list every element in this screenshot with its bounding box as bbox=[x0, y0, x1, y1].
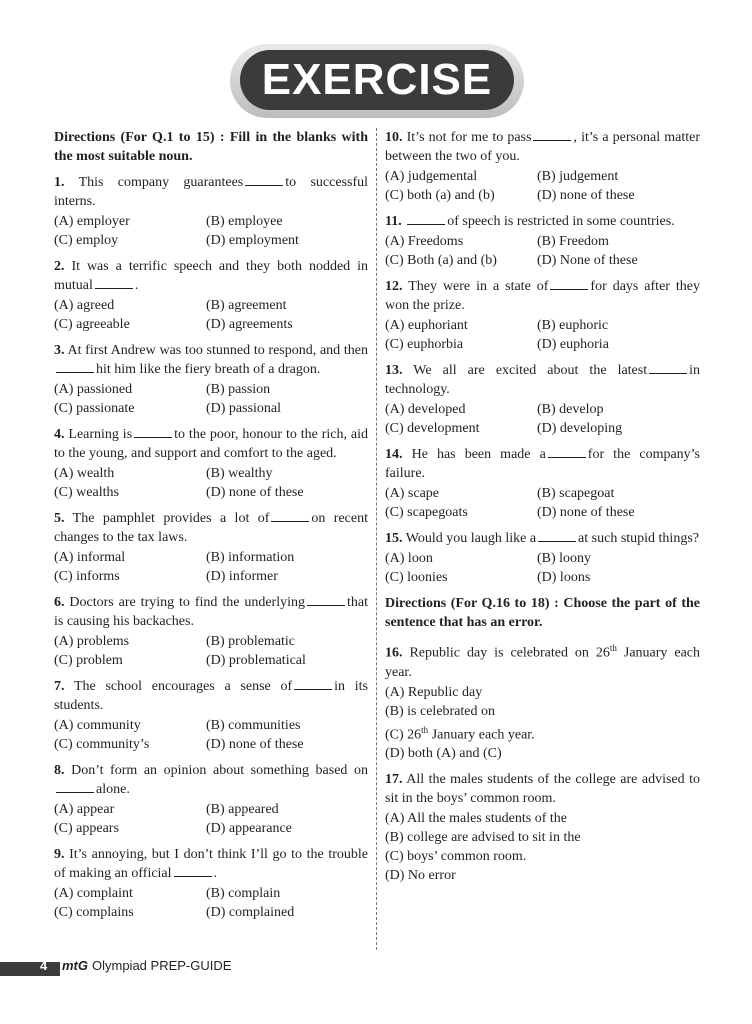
question-stem bbox=[385, 128, 700, 166]
left-column bbox=[54, 128, 368, 929]
answer-blank bbox=[56, 780, 94, 793]
stem-before: Would you laugh like a bbox=[405, 531, 537, 546]
stem-after: alone. bbox=[96, 782, 130, 797]
question-stem bbox=[385, 445, 700, 483]
option[interactable]: (C) development bbox=[385, 421, 480, 436]
question-17 bbox=[385, 770, 700, 885]
option[interactable]: (A) passioned bbox=[54, 382, 133, 397]
option[interactable]: (D) complained bbox=[206, 905, 295, 920]
stem-after: that is causing his backaches. bbox=[54, 595, 368, 629]
options bbox=[54, 212, 368, 250]
options bbox=[54, 548, 368, 586]
option[interactable]: (A) Freedoms bbox=[385, 234, 464, 249]
question-stem bbox=[54, 425, 368, 463]
options bbox=[54, 800, 368, 838]
question-number: 8. bbox=[54, 763, 65, 778]
stem-after: . bbox=[134, 278, 139, 293]
option[interactable]: (B) appeared bbox=[206, 802, 279, 817]
answer-blank bbox=[271, 509, 309, 522]
option[interactable]: (A) judgemental bbox=[385, 169, 478, 184]
option[interactable]: (B) passion bbox=[206, 382, 271, 397]
option[interactable]: (D) both (A) and (C) bbox=[385, 746, 502, 762]
question-number: 3. bbox=[54, 343, 65, 358]
option-c-after: January each year. bbox=[428, 727, 535, 743]
option[interactable]: (B) loony bbox=[537, 551, 592, 566]
option[interactable]: (C) Both (a) and (b) bbox=[385, 253, 497, 268]
question-number: 12. bbox=[385, 279, 403, 294]
question-number: 4. bbox=[54, 427, 65, 442]
option[interactable]: (B) is celebrated on bbox=[385, 703, 496, 719]
option[interactable]: (A) Republic day bbox=[385, 684, 483, 700]
option[interactable]: (D) none of these bbox=[537, 188, 635, 203]
option[interactable]: (D) agreements bbox=[206, 317, 293, 332]
options bbox=[54, 380, 368, 418]
options bbox=[385, 316, 700, 354]
options bbox=[54, 296, 368, 334]
question-stem bbox=[54, 761, 368, 799]
question-number: 14. bbox=[385, 447, 403, 462]
question-12 bbox=[385, 277, 700, 354]
answer-blank bbox=[174, 864, 212, 877]
stem-before: It’s annoying, but I don’t think I’ll go to the trouble of making an official bbox=[54, 847, 369, 881]
option[interactable]: (A) community bbox=[54, 718, 141, 733]
option[interactable]: (A) appear bbox=[54, 802, 115, 817]
option[interactable]: (D) None of these bbox=[537, 253, 638, 268]
options bbox=[385, 484, 700, 522]
stem-before: They were in a state of bbox=[408, 279, 549, 294]
answer-blank bbox=[307, 593, 345, 606]
option[interactable]: (A) agreed bbox=[54, 298, 115, 313]
question-2 bbox=[54, 257, 368, 334]
option[interactable]: (B) communities bbox=[206, 718, 301, 733]
question-4 bbox=[54, 425, 368, 502]
question-stem bbox=[385, 277, 700, 315]
question-stem bbox=[54, 509, 368, 547]
option[interactable]: (B) scapegoat bbox=[537, 486, 615, 501]
question-7 bbox=[54, 677, 368, 754]
option[interactable]: (C) scapegoats bbox=[385, 505, 468, 520]
options bbox=[54, 464, 368, 502]
option[interactable]: (D) No error bbox=[385, 868, 456, 884]
stem-after: , it’s a personal matter between the two of you. bbox=[385, 130, 700, 164]
stem-before: It was a terrific speech and they both nodded in mutual bbox=[54, 259, 368, 293]
footer-title: Olympiad PREP-GUIDE bbox=[92, 958, 232, 973]
stem-before: Republic day is celebrated on 26 bbox=[409, 645, 610, 661]
option[interactable]: (C) problem bbox=[54, 653, 123, 668]
option[interactable]: (B) agreement bbox=[206, 298, 287, 313]
question-number: 9. bbox=[54, 847, 65, 862]
stem-after: . bbox=[213, 866, 218, 881]
question-stem bbox=[54, 173, 368, 211]
question-stem bbox=[385, 529, 700, 548]
answer-blank bbox=[407, 212, 445, 225]
answer-blank bbox=[95, 276, 133, 289]
stem-sup: th bbox=[609, 643, 617, 653]
stem-after: hit him like the fiery breath of a dragon. bbox=[96, 362, 321, 377]
stem-before: We all are excited about the latest bbox=[413, 363, 648, 378]
option[interactable]: (B) college are advised to sit in the bbox=[385, 830, 581, 846]
option[interactable]: (C) loonies bbox=[385, 570, 448, 585]
option[interactable]: (A) scape bbox=[385, 486, 440, 501]
question-number: 17. bbox=[385, 772, 403, 788]
answer-blank bbox=[245, 173, 283, 186]
stem-before: Doctors are trying to find the underlying bbox=[69, 595, 305, 610]
stem-before: It’s not for me to pass bbox=[406, 130, 532, 145]
options bbox=[385, 167, 700, 205]
question-13 bbox=[385, 361, 700, 438]
option[interactable]: (D) none of these bbox=[537, 505, 635, 520]
question-9 bbox=[54, 845, 368, 922]
stem-after: of speech is restricted in some countries. bbox=[447, 214, 675, 229]
page-number: 4 bbox=[40, 958, 48, 973]
option[interactable]: (B) develop bbox=[537, 402, 604, 417]
option[interactable]: (D) informer bbox=[206, 569, 278, 584]
option[interactable]: (C) complains bbox=[54, 905, 134, 920]
option[interactable]: (C) agreeable bbox=[54, 317, 130, 332]
stem-after: in technology. bbox=[385, 363, 701, 397]
option[interactable]: (B) Freedom bbox=[537, 234, 609, 249]
option[interactable]: (B) judgement bbox=[537, 169, 619, 184]
banner-title: EXERCISE bbox=[240, 50, 514, 110]
options bbox=[385, 549, 700, 587]
option[interactable]: (D) euphoria bbox=[537, 337, 609, 352]
question-5 bbox=[54, 509, 368, 586]
answer-blank bbox=[548, 445, 586, 458]
options bbox=[54, 716, 368, 754]
stem-after: on recent changes to the tax laws. bbox=[54, 511, 369, 545]
option[interactable]: (C) passionate bbox=[54, 401, 135, 416]
option-c-before: (C) 26 bbox=[385, 727, 422, 743]
answer-blank bbox=[56, 360, 94, 373]
question-number: 16. bbox=[385, 645, 403, 661]
option[interactable] bbox=[385, 721, 700, 745]
question-stem bbox=[385, 770, 700, 808]
stem-after: for days after they won the prize. bbox=[385, 279, 701, 313]
option[interactable]: (B) employee bbox=[206, 214, 283, 229]
option[interactable]: (A) informal bbox=[54, 550, 126, 565]
question-number: 15. bbox=[385, 531, 403, 546]
option[interactable]: (D) appearance bbox=[206, 821, 292, 836]
directions-q16-18: Directions (For Q.16 to 18) : Choose the part of the sentence that has an error. bbox=[385, 596, 700, 630]
question-number: 13. bbox=[385, 363, 403, 378]
stem-before: The pamphlet provides a lot of bbox=[72, 511, 270, 526]
stem-after: for the company’s failure. bbox=[385, 447, 701, 481]
question-stem bbox=[54, 845, 368, 883]
option[interactable]: (B) wealthy bbox=[206, 466, 273, 481]
options bbox=[385, 400, 700, 438]
question-number: 2. bbox=[54, 259, 65, 274]
stem-before: Don’t form an opinion about something based on bbox=[71, 763, 368, 778]
question-stem bbox=[54, 677, 368, 715]
stem-before: Learning is bbox=[68, 427, 133, 442]
question-3 bbox=[54, 341, 368, 418]
stem-after: to successful interns. bbox=[54, 175, 368, 209]
stem-before: At first Andrew was too stunned to respond, and then bbox=[67, 343, 369, 358]
answer-blank bbox=[134, 425, 172, 438]
options bbox=[385, 809, 700, 885]
column-divider bbox=[376, 128, 377, 950]
question-11 bbox=[385, 212, 700, 270]
question-stem bbox=[54, 257, 368, 295]
question-number: 6. bbox=[54, 595, 65, 610]
question-stem bbox=[385, 639, 700, 682]
option[interactable]: (B) complain bbox=[206, 886, 281, 901]
stem-text: All the males students of the college are advised to sit in the boys’ common room. bbox=[385, 772, 700, 807]
option[interactable]: (C) boys’ common room. bbox=[385, 849, 527, 865]
option[interactable]: (D) problematical bbox=[206, 653, 306, 668]
options bbox=[385, 232, 700, 270]
question-16 bbox=[385, 639, 700, 763]
question-15 bbox=[385, 529, 700, 587]
question-10 bbox=[385, 128, 700, 205]
stem-before: He has been made a bbox=[411, 447, 546, 462]
stem-before: This company guarantees bbox=[78, 175, 244, 190]
question-number: 7. bbox=[54, 679, 65, 694]
answer-blank bbox=[550, 277, 588, 290]
option-c-sup: th bbox=[421, 724, 429, 735]
answer-blank bbox=[533, 128, 571, 141]
question-14 bbox=[385, 445, 700, 522]
option[interactable]: (A) developed bbox=[385, 402, 466, 417]
footer-bar bbox=[0, 962, 60, 976]
exercise-banner bbox=[236, 42, 518, 118]
question-number: 1. bbox=[54, 175, 65, 190]
question-stem bbox=[385, 212, 700, 231]
option[interactable]: (B) problematic bbox=[206, 634, 296, 649]
option[interactable]: (C) euphorbia bbox=[385, 337, 464, 352]
stem-after: January each year. bbox=[385, 645, 701, 680]
answer-blank bbox=[294, 677, 332, 690]
directions-q1-15: Directions (For Q.1 to 15) : Fill in the blanks with the most suitable noun. bbox=[54, 130, 368, 164]
option[interactable]: (C) both (a) and (b) bbox=[385, 188, 495, 203]
question-stem bbox=[385, 361, 700, 399]
right-column bbox=[385, 128, 700, 892]
answer-blank bbox=[538, 529, 576, 542]
option[interactable]: (A) All the males students of the bbox=[385, 811, 567, 827]
question-stem bbox=[54, 341, 368, 379]
question-1 bbox=[54, 173, 368, 250]
stem-before: The school encourages a sense of bbox=[73, 679, 293, 694]
option[interactable]: (A) euphoriant bbox=[385, 318, 468, 333]
option[interactable]: (C) wealths bbox=[54, 485, 119, 500]
option[interactable]: (D) loons bbox=[537, 570, 591, 585]
option[interactable]: (C) community’s bbox=[54, 737, 150, 752]
option[interactable]: (C) informs bbox=[54, 569, 120, 584]
question-number: 5. bbox=[54, 511, 65, 526]
question-6 bbox=[54, 593, 368, 670]
option[interactable]: (A) wealth bbox=[54, 466, 115, 481]
question-number: 11. bbox=[385, 214, 402, 229]
options bbox=[54, 632, 368, 670]
stem-after: in its students. bbox=[54, 679, 368, 713]
mtg-logo: mtG bbox=[62, 958, 88, 973]
option[interactable]: (D) none of these bbox=[206, 737, 304, 752]
answer-blank bbox=[649, 361, 687, 374]
option[interactable]: (A) complaint bbox=[54, 886, 133, 901]
question-number: 10. bbox=[385, 130, 403, 145]
option[interactable]: (A) problems bbox=[54, 634, 130, 649]
option[interactable]: (D) developing bbox=[537, 421, 623, 436]
option[interactable]: (C) appears bbox=[54, 821, 119, 836]
option[interactable]: (D) none of these bbox=[206, 485, 304, 500]
question-8 bbox=[54, 761, 368, 838]
option[interactable]: (A) loon bbox=[385, 551, 433, 566]
options bbox=[54, 884, 368, 922]
option[interactable]: (B) information bbox=[206, 550, 295, 565]
question-stem bbox=[54, 593, 368, 631]
option[interactable]: (C) employ bbox=[54, 233, 119, 248]
stem-after: to the poor, honour to the rich, aid to the young, and support and comfort to the aged. bbox=[54, 427, 368, 461]
stem-after: at such stupid things? bbox=[578, 531, 699, 546]
option[interactable]: (D) employment bbox=[206, 233, 299, 248]
options bbox=[385, 683, 700, 764]
option[interactable]: (D) passional bbox=[206, 401, 282, 416]
option[interactable]: (B) euphoric bbox=[537, 318, 609, 333]
option[interactable]: (A) employer bbox=[54, 214, 130, 229]
footer bbox=[62, 958, 231, 973]
